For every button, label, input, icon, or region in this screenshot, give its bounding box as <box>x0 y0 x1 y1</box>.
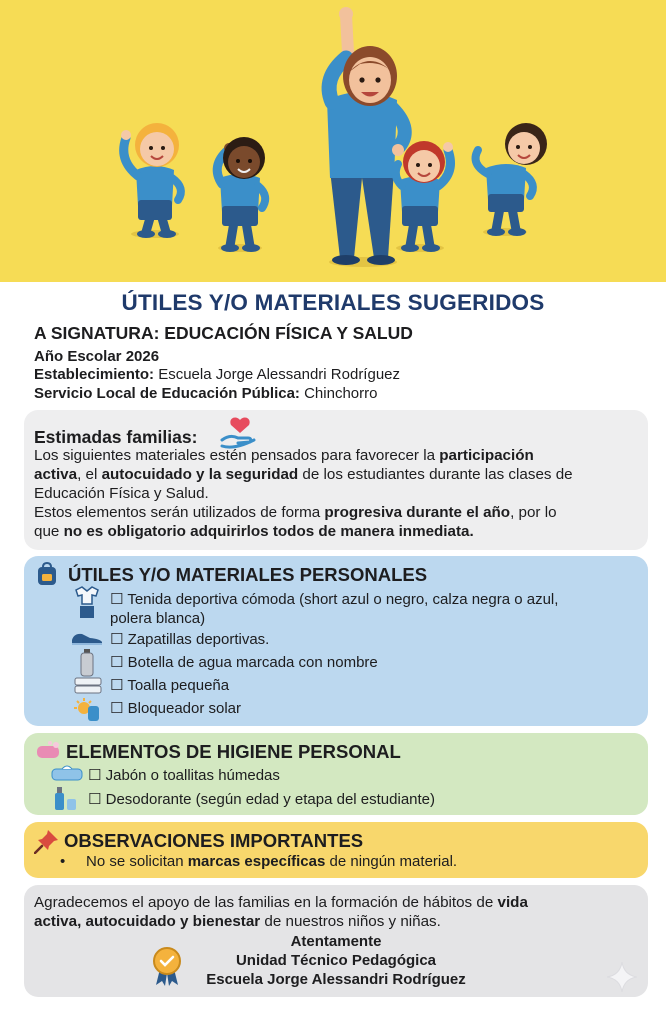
sunscreen-icon <box>74 698 102 722</box>
school-year: Año Escolar 2026 <box>34 348 160 365</box>
subject-heading: A SIGNATURA: EDUCACIÓN FÍSICA Y SALUD <box>34 323 413 343</box>
heart-hand-icon <box>220 416 260 450</box>
signoff: Atentamente <box>290 933 382 950</box>
soap-icon <box>36 741 62 759</box>
school-line <box>34 366 400 383</box>
personal-item-1: ☐ Tenida deportiva cómoda (short azul o negro, calza negra o azul, <box>110 591 559 608</box>
observations-heading: OBSERVACIONES IMPORTANTES <box>64 830 364 851</box>
sneaker-icon <box>70 630 104 646</box>
greeting-paragraph-2: Estos elementos serán utilizados de forma progresiva durante el año, por lo que no es obligatorio adquirirlos todos de manera inmediata. <box>34 504 557 540</box>
personal-item-5: ☐ Bloqueador solar <box>110 700 242 717</box>
pushpin-icon <box>34 828 60 854</box>
observations-item: No se solicitan marcas específicas de ningún material. <box>86 853 458 870</box>
closing-message: Agradecemos el apoyo de las familias en la formación de hábitos de vida activa, autocuidado y bienestar de nuestros niños y niñas. <box>34 894 528 930</box>
signature-unit: Unidad Técnico Pedagógica <box>235 952 437 969</box>
observations-bullet: • <box>60 853 66 870</box>
kids-exercising-illustration <box>0 0 666 282</box>
hygiene-heading: ELEMENTOS DE HIGIENE PERSONAL <box>66 741 401 762</box>
sparkle-icon <box>605 960 639 994</box>
deodorant-icon <box>52 785 78 811</box>
service-label: Servicio Local de Educación Pública: <box>34 385 300 402</box>
personal-item-1-cont: polera blanca) <box>110 610 206 627</box>
award-medal-icon <box>152 947 182 987</box>
greeting-paragraph-1: Los siguientes materiales estén pensados para favorecer la participación activa, el autocuidado y la seguridad de los estudiantes durante las clases de Educación Física y Salud. <box>34 447 573 502</box>
hygiene-card <box>24 733 648 815</box>
signature-school: Escuela Jorge Alessandri Rodríguez <box>206 971 466 988</box>
sport-outfit-icon <box>72 586 102 620</box>
water-bottle-icon <box>80 649 94 677</box>
wipes-icon <box>50 765 84 781</box>
service-line <box>34 385 377 402</box>
personal-item-2: ☐ Zapatillas deportivas. <box>110 631 270 648</box>
school-label: Establecimiento: <box>34 366 155 383</box>
personal-item-4: ☐ Toalla pequeña <box>110 677 230 694</box>
towel-icon <box>74 677 102 695</box>
backpack-icon <box>36 562 58 586</box>
illustration-banner <box>0 0 666 282</box>
greeting-card <box>24 410 648 550</box>
personal-materials-card <box>24 556 648 726</box>
observations-card <box>24 822 648 878</box>
signature-block <box>24 932 648 989</box>
hygiene-item-2: ☐ Desodorante (según edad y etapa del estudiante) <box>88 791 436 808</box>
closing-card <box>24 885 648 997</box>
service-value: Chinchorro <box>304 385 378 402</box>
hygiene-item-1: ☐ Jabón o toallitas húmedas <box>88 767 280 784</box>
school-value: Escuela Jorge Alessandri Rodríguez <box>158 366 401 383</box>
personal-item-3: ☐ Botella de agua marcada con nombre <box>110 654 378 671</box>
page-title: ÚTILES Y/O MATERIALES SUGERIDOS <box>121 290 545 315</box>
greeting-heading: Estimadas familias: <box>34 427 198 447</box>
personal-heading: ÚTILES Y/O MATERIALES PERSONALES <box>68 564 428 585</box>
